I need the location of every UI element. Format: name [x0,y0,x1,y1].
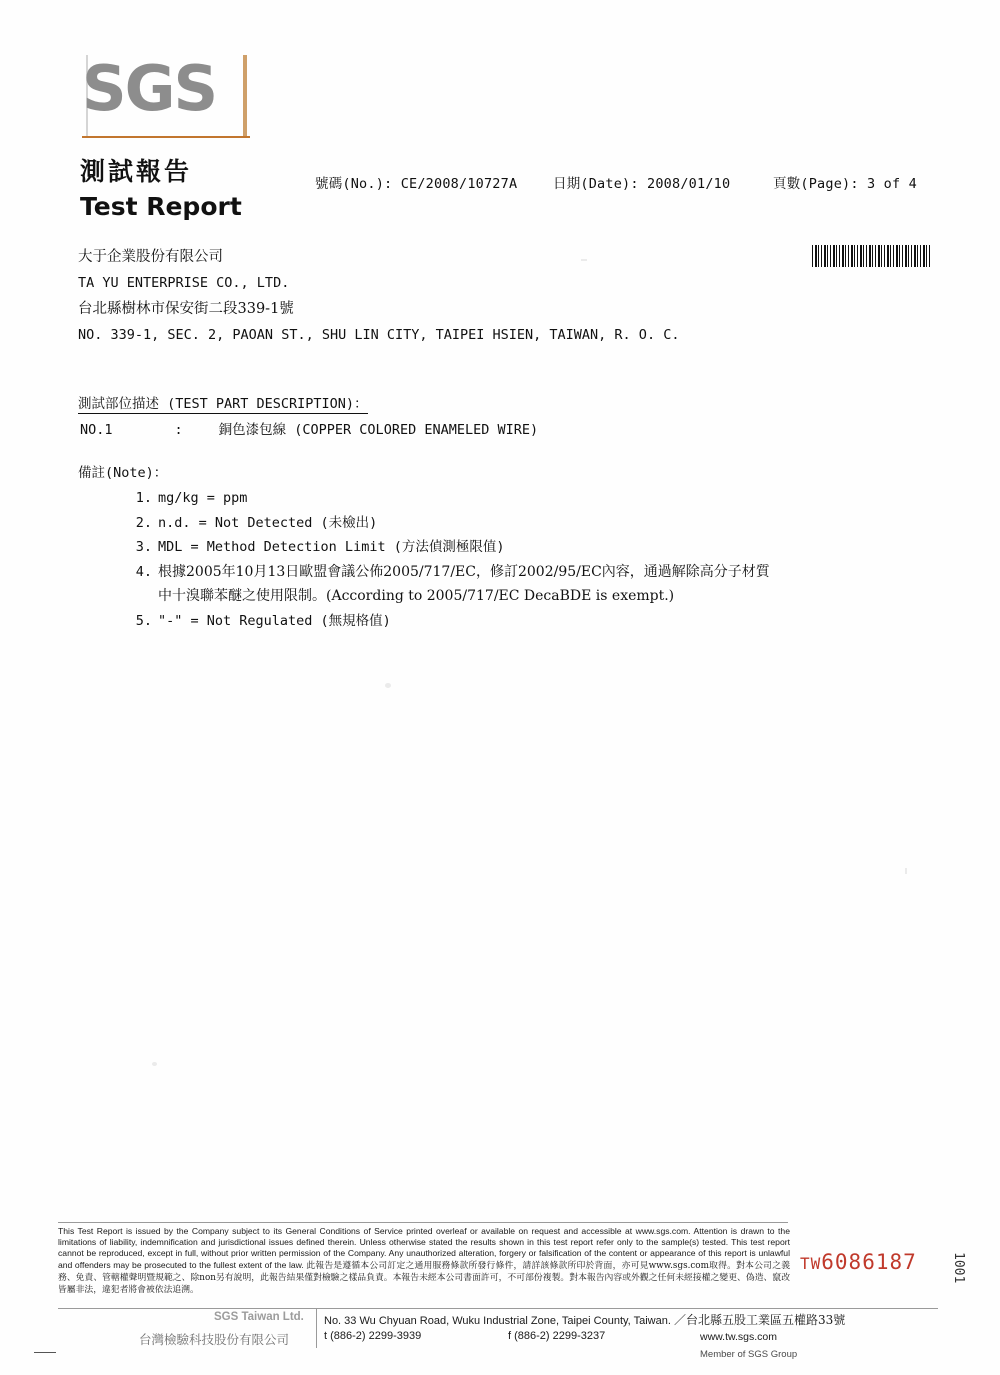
note-item-number: 3. [135,539,152,555]
footer-address-english: No. 33 Wu Chyuan Road, Wuku Industrial Zone, Taipei County, Taiwan. [324,1315,671,1327]
sgs-taiwan-name: SGS Taiwan Ltd. [214,1311,304,1323]
test-part-description-heading [78,392,368,412]
footer-separator [316,1308,317,1348]
page-title-chinese: 測試報告 [80,157,193,186]
footer-top-rule [58,1222,788,1223]
footer-disclaimer-english: This Test Report is issued by the Company subject to its General Conditions of Service printed overleaf or available on request and accessible at www.sgs.com. Attention is drawn to the limitations of liability, indemnification and jurisdictional issues defined therein. Unless otherwise stated the results shown in this test report refer only to the sample(s) tested. This test report cannot be reproduced, except in full, without prior written permission of the Company. Any unauthorized alteration, forgery or falsification of the content or appearance of this report is unlawful and offenders may be prosecuted to the fullest extent of the law. [58,1226,790,1270]
note-item [128,511,928,536]
page-title-english: Test Report [80,192,242,221]
footer-fax: f (886-2) 2299-3237 [508,1330,606,1342]
footer-telephone: t (886-2) 2299-3939 [324,1330,422,1342]
note-heading: 備註(Note)： [78,465,168,481]
sgs-taiwan-name-chinese: 台灣檢驗科技股份有限公司 [139,1332,290,1347]
page-side-code: 1001 [951,1252,966,1284]
scan-artifact [905,868,907,874]
test-part-colon: : [174,422,183,438]
report-stamp-id [800,1250,917,1274]
note-item-number: 1. [135,490,152,506]
note-list [128,486,928,633]
client-address-english: NO. 339-1, SEC. 2, PAOAN ST., SHU LIN CITY, TAIPEI HSIEN, TAIWAN, R. O. C. [78,327,680,343]
page-corner-mark [34,1352,56,1353]
note-item-number: 5. [135,612,152,629]
note-item-text-line2: 中十溴聯苯醚之使用限制。(According to 2005/717/EC DecaBDE is exempt.) [158,588,675,604]
client-name-english: TA YU ENTERPRISE CO., LTD. [78,275,290,291]
note-item-text: MDL = Method Detection Limit (方法偵測極限值) [158,539,505,555]
note-item-number: 4. [135,563,152,580]
sgs-logo-text: SGS [82,52,217,125]
footer-bottom-rule [58,1308,938,1309]
report-stamp-number: 6086187 [821,1250,917,1274]
test-part-description-heading-text: 測試部位描述 (TEST PART DESCRIPTION)： [78,396,368,412]
report-number: 號碼(No.): CE/2008/10727A [315,176,518,192]
scan-artifact [581,259,587,261]
logo-underline-rule [82,136,250,138]
test-part-description: 銅色漆包線 (COPPER COLORED ENAMELED WIRE) [218,422,539,438]
footer-address-chinese: ／台北縣五股工業區五權路33號 [673,1313,846,1327]
footer-address [324,1311,845,1328]
report-date: 日期(Date): 2008/01/10 [553,176,731,192]
client-address-chinese: 台北縣樹林市保安街二段339-1號 [78,301,294,317]
test-part-item-no: NO.1 [80,422,113,438]
footer-disclaimer [58,1226,790,1296]
client-name-chinese: 大于企業股份有限公司 [78,249,223,265]
report-page-number: 頁數(Page): 3 of 4 [773,176,917,192]
note-item-number: 2. [135,514,152,531]
footer-website[interactable]: www.tw.sgs.com [700,1331,778,1343]
note-item-text: mg/kg = ppm [158,490,248,506]
note-item-text: n.d. = Not Detected (未檢出) [158,514,378,531]
note-item [128,609,928,634]
note-item [128,486,928,511]
sgs-logo [82,52,257,130]
report-stamp-prefix: TW [800,1254,822,1273]
barcode [812,245,930,267]
footer-disclaimer-chinese: 此報告是遵循本公司訂定之通用服務條款所發行條件，請詳該條款所印於背面，亦可見www.sgs.com取得。對本公司之義務、免責、管轄權聲明暨規範之、除non另有說明，此報告結果僅對檢驗之樣品負責。本報告未經本公司書面許可，不可部份複製。對本報告內容或外觀之任何未經接權之變更、偽造、竄改皆屬非法，違犯者將會被依法追溯。 [58,1260,790,1296]
scan-artifact [385,683,391,688]
client-address-block [78,244,679,348]
note-item [128,535,928,560]
footer-member-of-group: Member of SGS Group [700,1349,798,1360]
note-item-text: "-" = Not Regulated (無規格值) [158,612,391,629]
note-item [128,560,928,609]
note-item-text: 根據2005年10月13日歐盟會議公佈2005/717/EC，修訂2002/95/EC內容，通過解除高分子材質 [158,563,770,580]
test-part-row [80,418,538,438]
scan-artifact [152,1062,157,1066]
